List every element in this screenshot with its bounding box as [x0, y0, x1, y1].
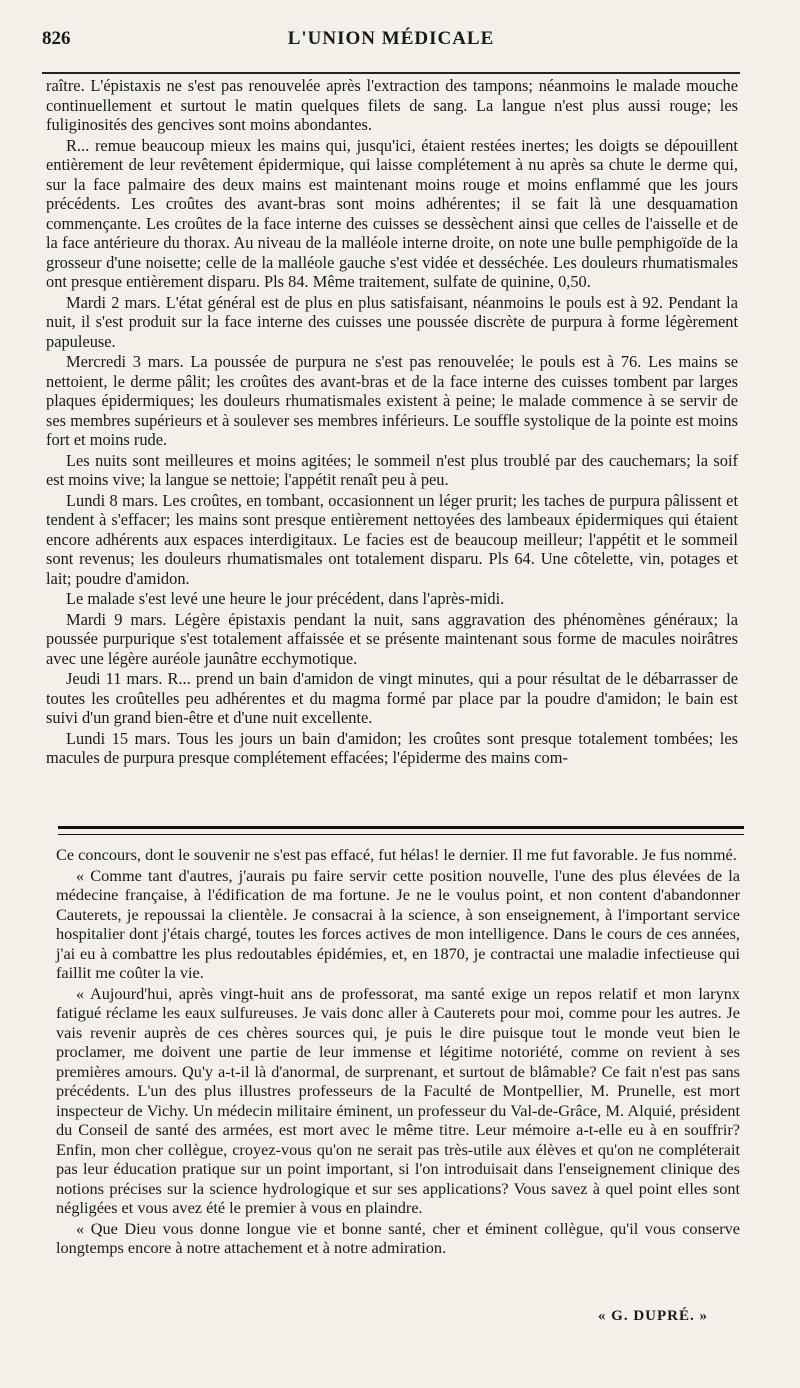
page-number: 826	[42, 28, 71, 49]
paragraph: Mardi 9 mars. Légère épistaxis pendant la nuit, sans aggravation des phénomènes généraux; la poussée purpurique s'est totalement affaissée et se présente maintenant sous forme de macules noirâtres avec une légère auréole jaunâtre ecchymotique.	[46, 609, 738, 668]
paragraph: Le malade s'est levé une heure le jour précédent, dans l'après-midi.	[66, 589, 505, 608]
running-title: L'UNION MÉDICALE	[287, 28, 495, 49]
paragraph: « Que Dieu vous donne longue vie et bonne santé, cher et éminent collègue, qu'il vous conserve longtemps encore à notre attachement et à notre admiration.	[56, 1218, 740, 1257]
paragraph: Mardi 2 mars. L'état général est de plus en plus satisfaisant, néanmoins le pouls est à 92. Pendant la nuit, il s'est produit sur la face interne des cuisses une poussée discrète de purpura à forme légèrement papuleuse.	[46, 292, 738, 351]
upper-article-text	[46, 76, 738, 768]
paragraph: Mercredi 3 mars. La poussée de purpura ne s'est pas renouvelée; le pouls est à 76. Les mains se nettoient, le derme pâlit; les croûtes des avant-bras et de la face interne des cuisses tombent par larges plaques épidermiques; les douleurs rhumatismales existent à peine; le malade commence à se servir de ses membres supérieurs et à soulever ses membres inférieurs. Le souffle systolique de la pointe est moins fort et moins rude.	[46, 352, 738, 449]
section-divider-rule	[58, 826, 744, 835]
paragraph: Lundi 15 mars. Tous les jours un bain d'amidon; les croûtes sont presque totalement tombées; les macules de purpura presque complétement effacées; l'épiderme des mains com-	[46, 728, 738, 767]
paragraph: Lundi 8 mars. Les croûtes, en tombant, occasionnent un léger prurit; les taches de purpura pâlissent et tendent à s'effacer; les mains sont presque entièrement nettoyées des lambeaux épidermiques qui étaient encore adhérents aux espaces interdigitaux. Le facies est de beaucoup meilleur; l'appétit et le sommeil sont revenus; les douleurs rhumatismales ont totalement disparu. Pls 64. Une côtelette, vin, potages et lait; poudre d'amidon.	[46, 490, 738, 588]
paragraph: raître. L'épistaxis ne s'est pas renouvelée après l'extraction des tampons; néanmoins le malade mouche continuellement et surtout le matin quelques filets de sang. La langue n'est plus aussi rouge; les fuliginosités des gencives sont moins abondantes.	[46, 76, 738, 134]
paragraph: R... remue beaucoup mieux les mains qui, jusqu'ici, étaient restées inertes; les doigts se dépouillent entièrement de leur revêtement épidermique, qui laisse complétement à nu après sa chute le derme qui, sur la face palmaire des deux mains est maintenant moins rouge et moins enflammé que les jours précédents. Les croûtes des avant-bras sont moins adhérentes; il se fait là une desquamation commençante. Les croûtes de la face interne des cuisses se dessèchent ainsi que celles de l'aisselle et de la face antérieure du thorax. Au niveau de la malléole interne droite, on note une bulle pemphigoïde de la grosseur d'une noisette; celle de la malléole gauche s'est vidée et desséchée. Les douleurs rhumatismales ont presque entièrement disparu. Pls 84. Même traitement, sulfate de quinine, 0,50.	[46, 135, 738, 291]
paragraph: Ce concours, dont le souvenir ne s'est pas effacé, fut hélas! le dernier. Il me fut favorable. Je fus nommé.	[56, 845, 737, 864]
lower-feuilleton-text	[56, 845, 740, 1258]
paragraph: Les nuits sont meilleures et moins agitées; le sommeil n'est plus troublé par des cauchemars; la soif est moins vive; la langue se nettoie; l'appétit renaît peu à peu.	[46, 450, 738, 489]
paragraph: Jeudi 11 mars. R... prend un bain d'amidon de vingt minutes, qui a pour résultat de le débarrasser de toutes les croûtelles peu adhérentes et du magma formé par place par la poudre d'amidon; le bain est suivi d'un grand bien-être et d'une nuit excellente.	[46, 669, 738, 727]
signature: « G. DUPRÉ. »	[597, 1308, 708, 1324]
page-header	[42, 28, 740, 58]
paragraph: « Comme tant d'autres, j'aurais pu faire servir cette position nouvelle, l'une des plus élevées de la médecine française, à l'édification de ma fortune. Je ne le voulus point, et non content d'abandonner Cauterets, je repoussai la clientèle. Je consacrai à la science, à son enseignement, à l'important service hospitalier dont j'étais chargé, toutes les forces actives de mon intelligence. Dans le cours de ces années, j'ai eu à combattre les plus redoutables épidémies, et, en 1870, je contractai une maladie infectieuse qui faillit me coûter la vie.	[56, 865, 740, 982]
paragraph: « Aujourd'hui, après vingt-huit ans de professorat, ma santé exige un repos relatif et mon larynx fatigué réclame les eaux sulfureuses. Je vais donc aller à Cauterets pour moi, comme pour les autres. Je vais revenir auprès de ces chères sources qui, je puis le dire puisque tout le monde veut bien le proclamer, me doivent une partie de leur immense et légitime notoriété, comme on revient à ses premières amours. Qu'y a-t-il là d'anormal, de surprenant, et surtout de blâmable? Ce fait n'est pas sans précédents. L'un des plus illustres professeurs de la Faculté de Montpellier, M. Prunelle, est mort inspecteur de Vichy. Un médecin militaire éminent, un professeur du Val-de-Grâce, M. Alquié, président du Conseil de santé des armées, est mort avec le même titre. Leur mémoire a-t-elle eu à en souffrir? Enfin, mon cher collègue, croyez-vous qu'on ne serait pas très-utile aux élèves et qu'on ne compléterait pas leur éducation pratique sur un point important, si l'on introduisait dans l'enseignement clinique des notions précises sur la science hydrologique et sur ses applications? Vous savez à quel point elles sont négligées et vous avez été le premier à vous en plaindre.	[56, 983, 740, 1217]
header-rule	[42, 72, 740, 74]
